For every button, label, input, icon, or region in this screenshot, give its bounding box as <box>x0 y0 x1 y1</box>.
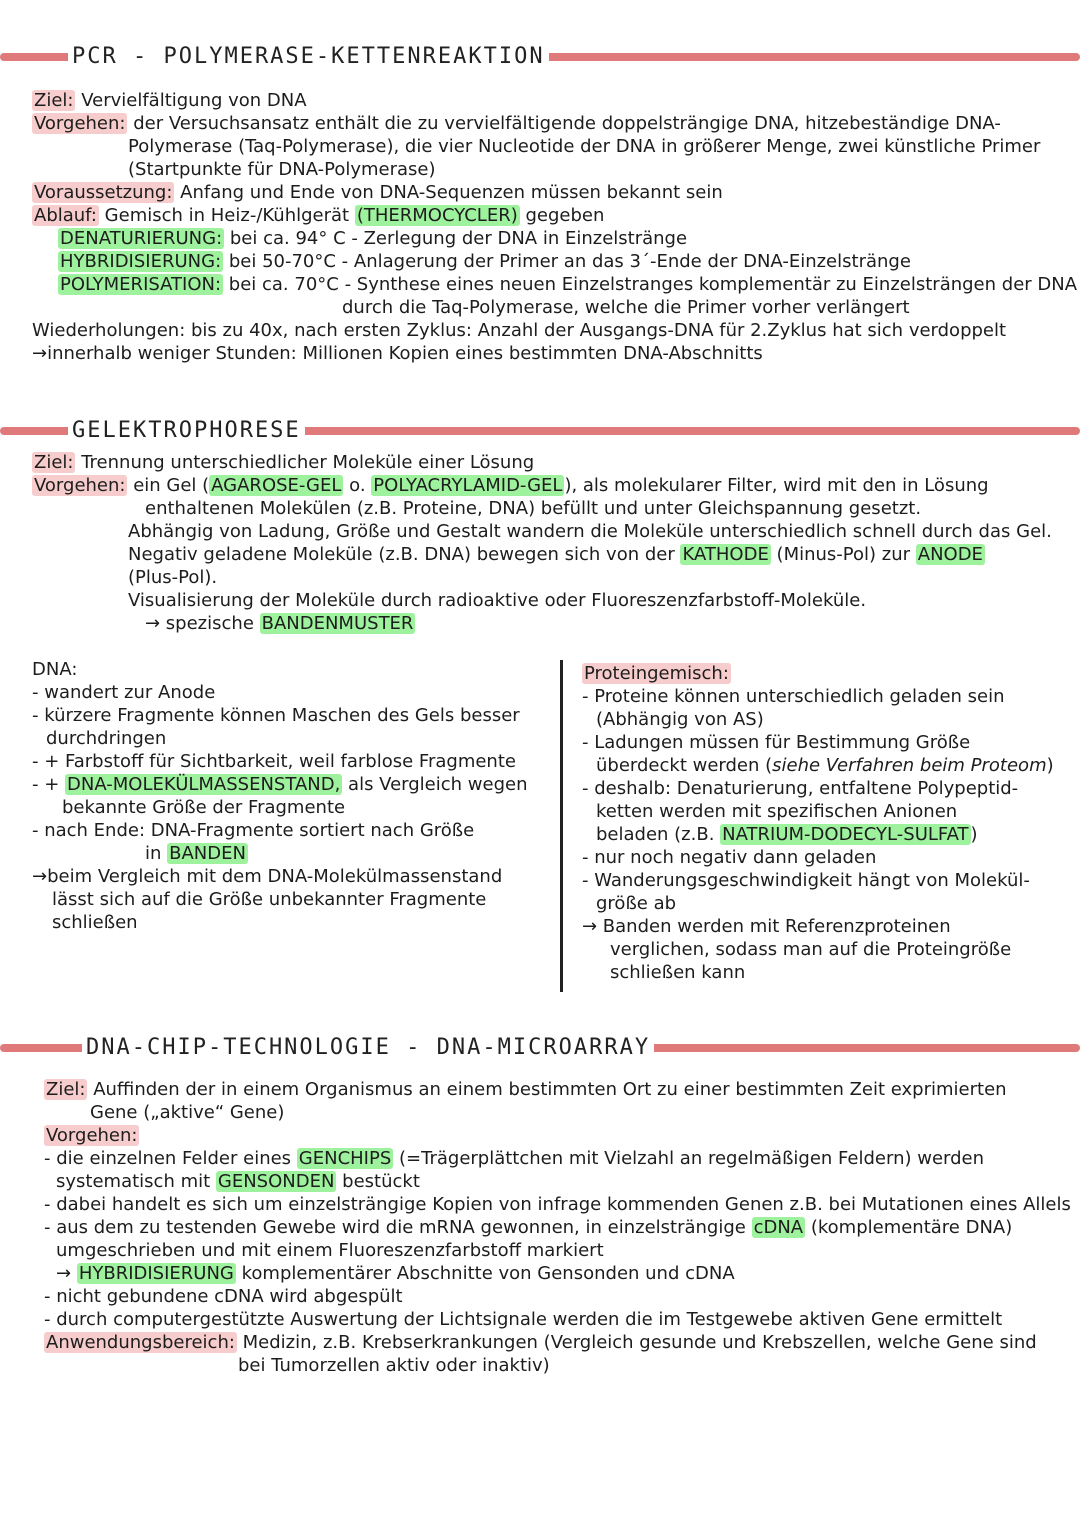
dna-col-line: - nach Ende: DNA-Fragmente sortiert nach Größe <box>32 820 475 841</box>
protein-col-line: (Abhängig von AS) <box>596 709 764 730</box>
protein-col-line: verglichen, sodass man auf die Proteingröße <box>610 939 1012 960</box>
gel-title: GELEKTROPHORESE <box>68 416 305 446</box>
dna-col-line: - kürzere Fragmente können Maschen des Gels besser <box>32 705 520 726</box>
chip-line: systematisch mit GENSONDEN bestückt <box>56 1171 420 1192</box>
chip-ziel-2: Gene („aktive“ Gene) <box>90 1102 285 1123</box>
pcr-hybridisierung: HYBRIDISIERUNG: bei 50-70°C - Anlagerung der Primer an das 3´-Ende der DNA-Einzelstränge <box>60 251 911 272</box>
dna-col-line: lässt sich auf die Größe unbekannter Fragmente <box>52 889 487 910</box>
gel-vorgehen-3: Abhängig von Ladung, Größe und Gestalt wandern die Moleküle unterschiedlich schnell durch das Gel. <box>128 521 1052 542</box>
gel-vorgehen-1: Vorgehen: ein Gel ( AGAROSE-GEL o. POLYACRYLAMID-GEL ), als molekularer Filter, wird mit den in Lösung <box>34 475 989 496</box>
chip-line: → HYBRIDISIERUNG komplementärer Abschnitte von Gensonden und cDNA <box>56 1263 735 1284</box>
gel-vorgehen-5: (Plus-Pol). <box>128 567 218 588</box>
dna-col-line: in BANDEN <box>145 843 246 864</box>
protein-col-line: - deshalb: Denaturierung, entfaltene Polypeptid- <box>582 778 1019 799</box>
protein-col-line: - Ladungen müssen für Bestimmung Größe <box>582 732 971 753</box>
pcr-title: PCR - POLYMERASE-KETTENREAKTION <box>68 42 549 72</box>
protein-col-line: größe ab <box>596 893 677 914</box>
protein-col-line: → Banden werden mit Referenzproteinen <box>582 916 951 937</box>
protein-col-line: - nur noch negativ dann geladen <box>582 847 877 868</box>
dna-col-title: DNA: <box>32 659 78 680</box>
gel-ziel: Ziel: Trennung unterschiedlicher Moleküle einer Lösung <box>34 452 535 473</box>
protein-col-line: beladen (z.B. NATRIUM-DODECYL-SULFAT ) <box>596 824 978 845</box>
chip-line: - dabei handelt es sich um einzelsträngige Kopien von infrage kommenden Genen z.B. bei Mutationen eines Allels <box>44 1194 1071 1215</box>
chip-header <box>0 1033 1080 1063</box>
pcr-header <box>0 42 1080 72</box>
chip-line: - durch computergestützte Auswertung der Lichtsignale werden die im Testgewebe aktiven Gene ermittelt <box>44 1309 1003 1330</box>
chip-anwendung: Anwendungsbereich: Medizin, z.B. Krebserkrankungen (Vergleich gesunde und Krebszellen, welche Gene sind <box>46 1332 1037 1353</box>
pcr-voraussetzung: Voraussetzung: Anfang und Ende von DNA-Sequenzen müssen bekannt sein <box>34 182 723 203</box>
protein-col-line: überdeckt werden (siehe Verfahren beim Proteom) <box>596 755 1054 776</box>
pcr-vorgehen-2: Polymerase (Taq-Polymerase), die vier Nucleotide der DNA in größerer Menge, zwei künstliche Primer <box>128 136 1041 157</box>
gel-vorgehen-2: enthaltenen Molekülen (z.B. Proteine, DNA) befüllt und unter Gleichspannung gesetzt. <box>145 498 922 519</box>
chip-anwendung-2: bei Tumorzellen aktiv oder inaktiv) <box>238 1355 550 1376</box>
gel-vorgehen-4: Negativ geladene Moleküle (z.B. DNA) bewegen sich von der KATHODE (Minus-Pol) zur ANODE <box>128 544 983 565</box>
gel-vorgehen-6: Visualisierung der Moleküle durch radioaktive oder Fluoreszenzfarbstoff-Moleküle. <box>128 590 867 611</box>
protein-col-line: - Proteine können unterschiedlich geladen sein <box>582 686 1005 707</box>
pcr-ergebnis: →innerhalb weniger Stunden: Millionen Kopien eines bestimmten DNA-Abschnitts <box>32 343 763 364</box>
chip-ziel: Ziel: Auffinden der in einem Organismus an einem bestimmten Ort zu einer bestimmten Zeit exprimierten <box>46 1079 1007 1100</box>
pcr-polymerisation-2: durch die Taq-Polymerase, welche die Primer vorher verlängert <box>342 297 910 318</box>
dna-col-line: →beim Vergleich mit dem DNA-Molekülmassenstand <box>32 866 503 887</box>
dna-col-line: - wandert zur Anode <box>32 682 216 703</box>
pcr-ablauf: Ablauf: Gemisch in Heiz-/Kühlgerät (THERMOCYCLER) gegeben <box>34 205 605 226</box>
chip-line: - aus dem zu testenden Gewebe wird die mRNA gewonnen, in einzelsträngige cDNA (komplementäre DNA) <box>44 1217 1013 1238</box>
pcr-wiederholungen: Wiederholungen: bis zu 40x, nach ersten Zyklus: Anzahl der Ausgangs-DNA für 2.Zyklus hat sich verdoppelt <box>32 320 1007 341</box>
dna-col-line: bekannte Größe der Fragmente <box>62 797 346 818</box>
gel-vorgehen-7: → spezische BANDENMUSTER <box>145 613 414 634</box>
dna-col-line: - + DNA-MOLEKÜLMASSENSTAND, als Vergleich wegen <box>32 774 528 795</box>
column-divider <box>560 660 563 992</box>
pcr-vorgehen-3: (Startpunkte für DNA-Polymerase) <box>128 159 436 180</box>
chip-line: - die einzelnen Felder eines GENCHIPS (=Trägerplättchen mit Vielzahl an regelmäßigen Feldern) werden <box>44 1148 985 1169</box>
dna-col-line: schließen <box>52 912 138 933</box>
protein-col-line: - Wanderungsgeschwindigkeit hängt von Molekül- <box>582 870 1030 891</box>
protein-col-title: Proteingemisch: <box>584 663 729 684</box>
pcr-denaturierung: DENATURIERUNG: bei ca. 94° C - Zerlegung der DNA in Einzelstränge <box>60 228 688 249</box>
thermocycler-highlight: (THERMOCYCLER) <box>356 205 518 226</box>
protein-col-line: ketten werden mit spezifischen Anionen <box>596 801 958 822</box>
gel-header <box>0 416 1080 446</box>
pcr-vorgehen-1: Vorgehen: der Versuchsansatz enthält die zu vervielfältigende doppelsträngige DNA, hitzebeständige DNA- <box>34 113 1001 134</box>
pcr-polymerisation: POLYMERISATION: bei ca. 70°C - Synthese eines neuen Einzelstranges komplementär zu Einzelsträngen der DNA <box>60 274 1078 295</box>
pcr-ziel: Ziel: Vervielfältigung von DNA <box>34 90 307 111</box>
chip-vorgehen: Vorgehen: <box>46 1125 138 1146</box>
dna-col-line: durchdringen <box>46 728 167 749</box>
chip-line: umgeschrieben und mit einem Fluoreszenzfarbstoff markiert <box>56 1240 604 1261</box>
protein-col-line: schließen kann <box>610 962 746 983</box>
chip-line: - nicht gebundene cDNA wird abgespült <box>44 1286 403 1307</box>
dna-col-line: - + Farbstoff für Sichtbarkeit, weil farblose Fragmente <box>32 751 516 772</box>
chip-title: DNA-CHIP-TECHNOLOGIE - DNA-MICROARRAY <box>82 1033 654 1063</box>
